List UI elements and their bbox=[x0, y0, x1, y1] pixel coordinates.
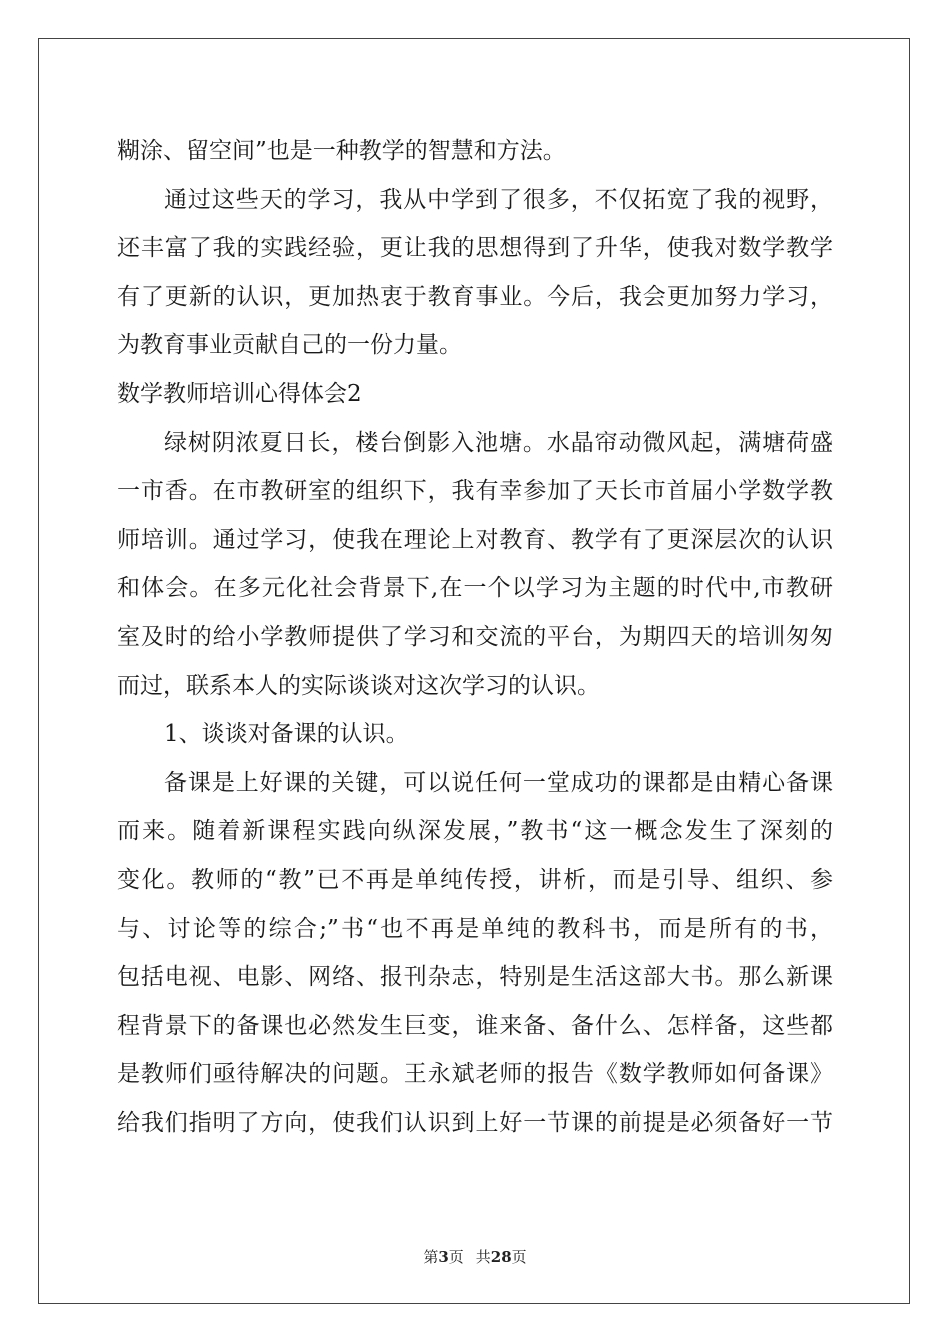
text-line: 室及时的给小学教师提供了学习和交流的平台，为期四天的培训匆匆 bbox=[117, 623, 833, 650]
footer-total-suffix: 页 bbox=[511, 1248, 527, 1266]
text-line: 通过这些天的学习，我从中学到了很多，不仅拓宽了我的视野， bbox=[164, 186, 833, 213]
text-line: 而过，联系本人的实际谈谈对这次学习的认识。 bbox=[117, 672, 600, 699]
footer-total-prefix: 共 bbox=[475, 1248, 491, 1266]
text-line: 师培训。通过学习，使我在理论上对教育、教学有了更深层次的认识 bbox=[117, 526, 833, 553]
text-line: 数学教师培训心得体会2 bbox=[117, 380, 362, 407]
text-line: 变化。教师的“教”已不再是单纯传授，讲析，而是引导、组织、参 bbox=[117, 866, 833, 893]
text-line: 还丰富了我的实践经验，更让我的思想得到了升华，使我对数学教学 bbox=[117, 235, 833, 262]
text-line: 给我们指明了方向，使我们认识到上好一节课的前提是必须备好一节 bbox=[117, 1109, 833, 1136]
text-line: 有了更新的认识，更加热衷于教育事业。今后，我会更加努力学习， bbox=[117, 283, 833, 310]
text-line: 绿树阴浓夏日长，楼台倒影入池塘。水晶帘动微风起，满塘荷盛 bbox=[164, 429, 833, 456]
document-body bbox=[117, 127, 833, 1147]
text-line: 而来。随着新课程实践向纵深发展，”教书“这一概念发生了深刻的 bbox=[117, 818, 833, 845]
footer-total-pages: 28 bbox=[490, 1248, 512, 1266]
text-line: 和体会。在多元化社会背景下,在一个以学习为主题的时代中,市教研 bbox=[117, 575, 833, 602]
text-line: 为教育事业贡献自己的一份力量。 bbox=[117, 332, 462, 359]
text-line: 与、讨论等的综合;”书“也不再是单纯的教科书，而是所有的书， bbox=[117, 915, 833, 942]
text-line: 是教师们亟待解决的问题。王永斌老师的报告《数学教师如何备课》 bbox=[117, 1061, 833, 1088]
text-line: 包括电视、电影、网络、报刊杂志，特别是生活这部大书。那么新课 bbox=[117, 964, 833, 991]
text-line: 一市香。在市教研室的组织下，我有幸参加了天长市首届小学数学教 bbox=[117, 478, 833, 505]
page-footer bbox=[0, 1246, 950, 1267]
text-line: 程背景下的备课也必然发生巨变，谁来备、备什么、怎样备，这些都 bbox=[117, 1012, 833, 1039]
footer-prefix: 第 bbox=[423, 1248, 439, 1266]
text-line: 1、谈谈对备课的认识。 bbox=[164, 721, 409, 748]
footer-page-number: 3 bbox=[438, 1248, 449, 1266]
footer-page-suffix: 页 bbox=[448, 1248, 464, 1266]
text-line: 备课是上好课的关键，可以说任何一堂成功的课都是由精心备课 bbox=[164, 769, 833, 796]
text-line: 糊涂、留空间”也是一种教学的智慧和方法。 bbox=[117, 138, 566, 164]
